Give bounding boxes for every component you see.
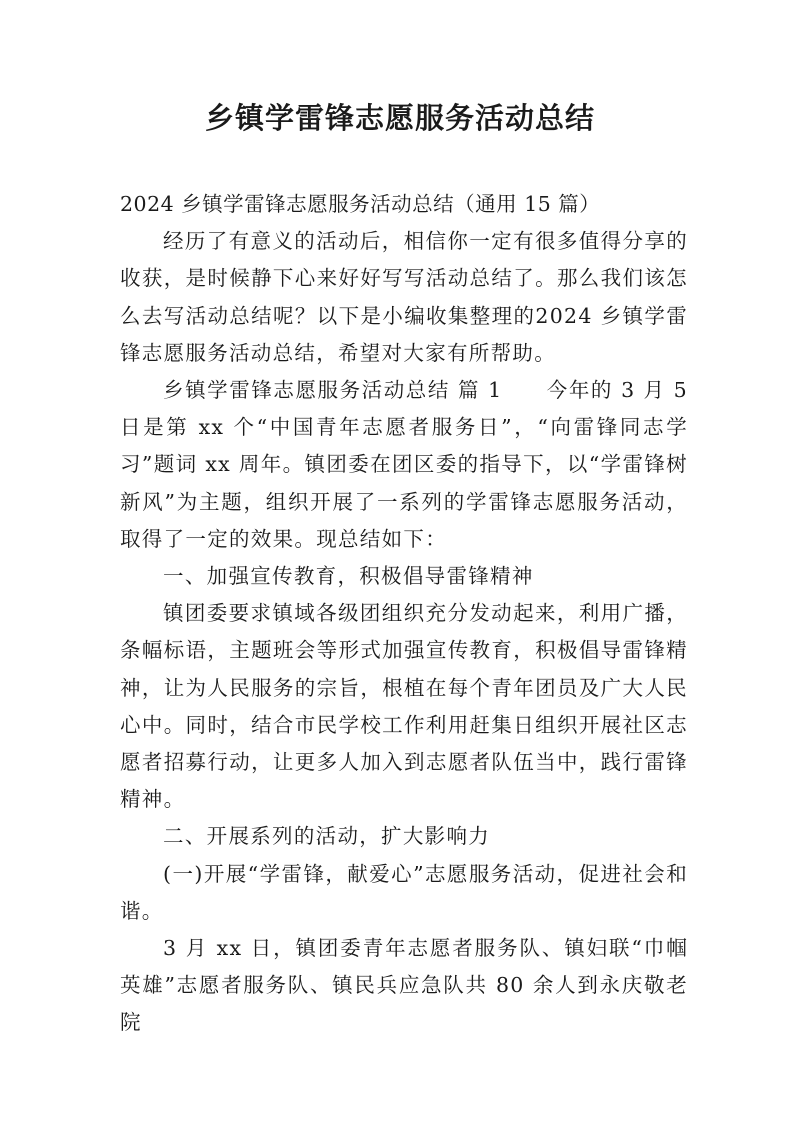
article-1-opening: 今年的 3 月 5 日是第 xx 个“中国青年志愿者服务日”，“向雷锋同志学习”题词 xx 周年。镇团委在团区委的指导下，以“学雷锋树新风”为主题，组织开展了一系列的学雷锋志愿服务活动，取得了一定的效果。现总结如下：: [120, 378, 688, 551]
intro-paragraph: 经历了有意义的活动后，相信你一定有很多值得分享的收获，是时候静下心来好好写写活动总结了。那么我们该怎么去写活动总结呢？以下是小编收集整理的2024 乡镇学雷锋志愿服务活动总结，希望对大家有所帮助。: [120, 229, 688, 365]
section-2-sub-1-body: 3 月 xx 日，镇团委青年志愿者服务队、镇妇联“巾帼英雄”志愿者服务队、镇民兵应急队共 80 余人到永庆敬老院: [120, 936, 688, 1035]
section-1-heading: 一、加强宣传教育，积极倡导雷锋精神: [163, 564, 534, 589]
section-2-subheading-1: (一)开展“学雷锋，献爱心”志愿服务活动，促进社会和谐。: [120, 861, 688, 923]
document-title: 乡镇学雷锋志愿服务活动总结: [204, 101, 595, 135]
section-1-body: 镇团委要求镇域各级团组织充分发动起来，利用广播，条幅标语，主题班会等形式加强宣传教育，积极倡导雷锋精神，让为人民服务的宗旨，根植在每个青年团员及广大人民心中。同时，结合市民学校工作利用赶集日组织开展社区志愿者招募行动，让更多人加入到志愿者队伍当中，践行雷锋精神。: [120, 601, 688, 812]
section-2-heading: 二、开展系列的活动，扩大影响力: [163, 824, 491, 849]
document-subtitle: 2024 乡镇学雷锋志愿服务活动总结（通用 15 篇）: [120, 192, 601, 216]
article-1-heading: 乡镇学雷锋志愿服务活动总结 篇 1: [163, 378, 503, 403]
document-body: [120, 186, 688, 1042]
article-1-paragraph: [120, 372, 688, 558]
